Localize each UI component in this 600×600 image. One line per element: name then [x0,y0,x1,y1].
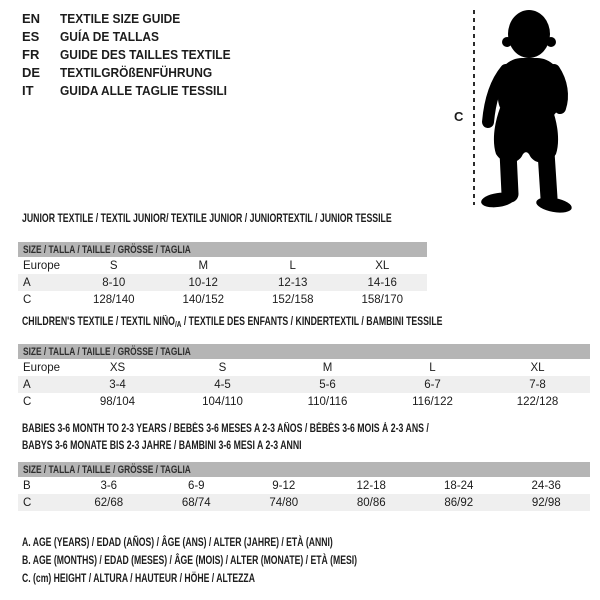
row-label: B [23,479,31,492]
language-list [22,9,245,99]
table-row [18,376,590,393]
language-label: TEXTILE SIZE GUIDE [60,10,181,26]
table-cell: 7-8 [529,378,546,391]
table-cell: 4-5 [214,378,231,391]
table-row [18,257,427,274]
table-cell: 80/86 [356,496,386,509]
children-table-title [22,314,442,333]
row-label: C [23,395,32,408]
table-cell: XL [530,361,545,374]
table-cell: L [289,259,296,272]
table-cell: M [198,259,209,272]
table-cell: 18-24 [444,479,474,492]
table-cell: 12-18 [356,479,386,492]
children-title-part2: / TEXTILE DES ENFANTS / KINDERTEXTIL / BAMBINI TESSILE [181,316,443,328]
table-cell: 104/110 [202,395,243,408]
language-row-fr [22,45,245,63]
table-cell: 122/128 [516,395,559,408]
row-label: Europe [23,361,61,374]
table-row [18,477,590,494]
table-row [18,291,427,308]
table-row [18,274,427,291]
table-cell: 8-10 [102,276,126,289]
table-cell: 62/68 [94,496,124,509]
language-label: GUIDA ALLE TAGLIE TESSILI [60,82,228,98]
table-cell: 68/74 [181,496,211,509]
baby-silhouette-icon [480,10,573,215]
size-bar-label: SIZE / TALLA / TAILLE / GRÖSSE / TAGLIA [23,463,191,476]
table-row [18,393,590,410]
table-cell: 86/92 [444,496,474,509]
language-label: GUÍA DE TALLAS [60,28,160,44]
table-cell: 116/122 [412,395,453,408]
table-cell: 74/80 [269,496,299,509]
babies-size-table [18,462,590,511]
size-bar [18,462,590,477]
table-cell: 10-12 [188,276,218,289]
height-marker-label: C [454,109,464,124]
table-cell: 152/158 [271,293,314,306]
babies-title-line2: BABYS 3-6 MONATE BIS 2-3 JAHRE / BAMBINI 3-6 MESI A 2-3 ANNI [22,440,302,452]
table-cell: L [429,361,436,374]
row-label: C [23,496,32,509]
table-row [18,359,590,376]
table-cell: 6-9 [187,479,205,492]
table-cell: XL [375,259,390,272]
language-row-it [22,81,245,99]
junior-size-table [18,242,427,308]
table-cell: 5-6 [319,378,336,391]
row-label: A [23,378,31,391]
table-cell: 14-16 [367,276,397,289]
table-cell: 24-36 [531,479,561,492]
footnote-a: A. AGE (YEARS) / EDAD (AÑOS) / ÂGE (ANS) / ALTER (JAHRE) / ETÀ (ANNI) [22,535,333,549]
table-cell: S [218,361,227,374]
row-label: Europe [23,259,61,272]
language-code: EN [22,10,41,26]
babies-table-title [22,421,429,455]
language-label: GUIDE DES TAILLES TEXTILE [60,46,231,62]
table-cell: 6-7 [424,378,441,391]
table-cell: 140/152 [182,293,225,306]
table-row [18,494,590,511]
table-cell: XS [109,361,126,374]
language-code: IT [22,82,34,98]
table-cell: 92/98 [531,496,561,509]
table-cell: 98/104 [99,395,136,408]
size-bar-label: SIZE / TALLA / TAILLE / GRÖSSE / TAGLIA [23,345,191,358]
children-title-part1: CHILDREN'S TEXTILE / TEXTIL NIÑO [22,316,175,328]
size-bar [18,344,590,359]
language-label: TEXTILGRÖßENFÜHRUNG [60,64,213,80]
footnote-c: C. (cm) HEIGHT / ALTURA / HAUTEUR / HÖHE / ALTEZZA [22,571,255,585]
language-row-es [22,27,245,45]
row-label: A [23,276,31,289]
babies-title-line1: BABIES 3-6 MONTH TO 2-3 YEARS / BEBÉS 3-6 MESES A 2-3 AÑOS / BÉBÉS 3-6 MOIS À 2-3 ANS / [22,423,429,435]
table-cell: 12-13 [278,276,308,289]
row-label: C [23,293,32,306]
size-bar-label: SIZE / TALLA / TAILLE / GRÖSSE / TAGLIA [23,243,191,256]
table-cell: M [322,361,333,374]
language-code: ES [22,28,40,44]
table-cell: 9-12 [272,479,296,492]
table-cell: S [109,259,118,272]
baby-figure [450,4,595,216]
table-cell: 3-4 [109,378,126,391]
language-code: FR [22,46,40,62]
junior-table-title: JUNIOR TEXTILE / TEXTIL JUNIOR/ TEXTILE JUNIOR / JUNIORTEXTIL / JUNIOR TESSILE [22,213,392,225]
children-title-subscript: /A [174,319,182,329]
language-row-en [22,9,245,27]
table-cell: 110/116 [307,395,348,408]
language-row-de [22,63,245,81]
children-size-table [18,344,590,410]
size-bar [18,242,427,257]
table-cell: 128/140 [92,293,135,306]
table-cell: 3-6 [100,479,118,492]
language-code: DE [22,64,41,80]
table-cell: 158/170 [361,293,404,306]
footnotes [22,533,487,587]
footnote-b: B. AGE (MONTHS) / EDAD (MESES) / ÂGE (MOIS) / ALTER (MONATE) / ETÀ (MESI) [22,553,358,567]
